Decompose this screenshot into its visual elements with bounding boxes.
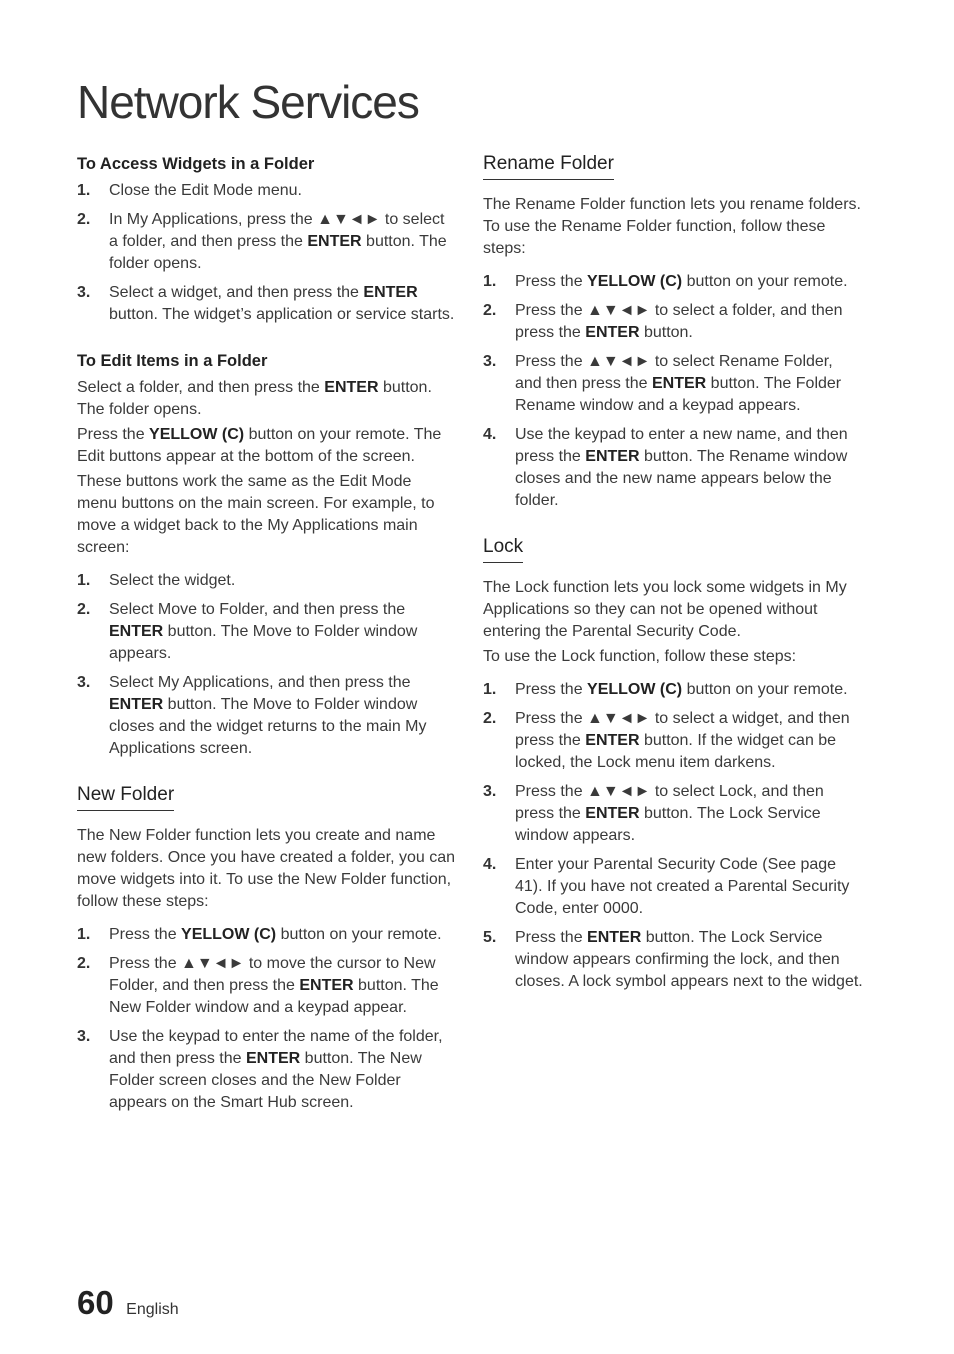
text-run: button on your remote. The Edit buttons appear at the bottom of the screen. (77, 426, 442, 465)
paragraphs (483, 194, 863, 260)
text-run: button. The Folder Rename window and a keypad appears. (515, 375, 842, 414)
step-item (77, 1026, 455, 1114)
step-number: 3. (77, 284, 91, 301)
step-item (483, 708, 863, 774)
button-name: ENTER (307, 233, 362, 250)
paragraph (77, 424, 455, 468)
section-heading: New Folder (77, 784, 174, 811)
step-item (77, 924, 455, 946)
step-item (483, 679, 863, 701)
button-name: ENTER (587, 929, 642, 946)
text-run: Press the (77, 426, 150, 443)
button-name: ENTER (109, 696, 164, 713)
step-number: 3. (77, 674, 91, 691)
step-item (77, 209, 455, 275)
text-run: Select My Applications, and then press the (109, 674, 411, 691)
section-heading: Rename Folder (483, 153, 614, 180)
step-number: 4. (483, 856, 497, 873)
text-run: Use the keypad to enter the name of the folder, and then press the (109, 1028, 443, 1067)
text-run: To use the Lock function, follow these steps: (483, 648, 797, 665)
paragraph (483, 577, 863, 643)
text-run: Close the Edit Mode menu. (109, 182, 302, 199)
text-run: button on your remote. (276, 926, 442, 943)
text-run: button. The folder opens. (109, 233, 447, 272)
step-item (483, 927, 863, 993)
page-footer (77, 1284, 179, 1322)
page-title: Network Services (77, 76, 419, 128)
text-run: The Lock function lets you lock some widgets in My Applications so they can not be opened without entering the Parental Security Code. (483, 579, 847, 640)
text-run: These buttons work the same as the Edit Mode menu buttons on the main screen. For example, to move a widget back to the My Applications main screen: (77, 473, 435, 556)
step-item (77, 180, 455, 202)
text-run: button. The widget’s application or service starts. (109, 306, 455, 323)
section-heading: To Access Widgets in a Folder (77, 155, 315, 173)
step-item (483, 300, 863, 344)
step-item (483, 351, 863, 417)
step-item (483, 424, 863, 512)
step-item (77, 599, 455, 665)
step-number: 3. (483, 783, 497, 800)
step-item (483, 854, 863, 920)
step-number: 1. (77, 926, 91, 943)
text-run: Press the (109, 926, 182, 943)
step-number: 5. (483, 929, 497, 946)
text-run: Press the (515, 273, 588, 290)
text-run: Press the ▲▼◄► to select a folder, and then press the (515, 302, 843, 341)
steps-list (77, 570, 455, 760)
text-run: button on your remote. (682, 681, 848, 698)
text-run: Press the ▲▼◄► to move the cursor to New Folder, and then press the (109, 955, 436, 994)
button-name: YELLOW (C) (181, 926, 277, 943)
text-run: button. The Move to Folder window closes and the widget returns to the main My Applications screen. (109, 696, 427, 757)
step-number: 2. (77, 601, 91, 618)
steps-list (77, 924, 455, 1114)
paragraphs (77, 825, 455, 913)
section-rename-folder (483, 153, 863, 512)
section-edit-items (77, 350, 455, 760)
button-name: ENTER (585, 805, 640, 822)
button-name: ENTER (324, 379, 379, 396)
section-heading: Lock (483, 536, 523, 563)
text-run: Select Move to Folder, and then press the (109, 601, 406, 618)
text-run: Enter your Parental Security Code (See page 41). If you have not created a Parental Security Code, enter 0000. (515, 856, 850, 917)
step-number: 2. (77, 955, 91, 972)
text-run: button. (639, 324, 693, 341)
left-column (77, 153, 455, 1122)
section-new-folder (77, 784, 455, 1114)
step-number: 1. (483, 273, 497, 290)
text-run: Press the (515, 681, 588, 698)
text-run: button. The folder opens. (77, 379, 432, 418)
section-access-widgets (77, 153, 455, 326)
step-number: 1. (483, 681, 497, 698)
text-run: button. The Lock Service window appears. (515, 805, 821, 844)
button-name: ENTER (245, 1050, 301, 1067)
step-item (483, 781, 863, 847)
text-run: The Rename Folder function lets you rename folders. To use the Rename Folder function, follow these steps: (483, 196, 861, 257)
step-number: 4. (483, 426, 497, 443)
text-run: Select the widget. (109, 572, 236, 589)
text-run: Select a folder, and then press the (77, 379, 325, 396)
paragraph (77, 377, 455, 421)
step-number: 3. (77, 1028, 91, 1045)
section-heading: To Edit Items in a Folder (77, 352, 268, 370)
button-name: YELLOW (C) (149, 426, 245, 443)
text-run: Press the ▲▼◄► to select a widget, and then press the (515, 710, 850, 749)
text-run: The New Folder function lets you create and name new folders. Once you have created a folder, you can move widgets into it. To use the New Folder function, follow these steps: (77, 827, 456, 910)
paragraphs (77, 377, 455, 559)
button-name: YELLOW (C) (587, 681, 683, 698)
text-run: Press the ▲▼◄► to select Rename Folder, and then press the (515, 353, 833, 392)
step-number: 1. (77, 572, 91, 589)
language-label: English (126, 1301, 179, 1318)
button-name: ENTER (363, 284, 418, 301)
step-number: 2. (483, 302, 497, 319)
steps-list (483, 679, 863, 993)
button-name: ENTER (585, 732, 640, 749)
text-run: button on your remote. (682, 273, 848, 290)
text-run: button. The New Folder screen closes and the New Folder appears on the Smart Hub screen. (109, 1050, 422, 1111)
text-run: button. The New Folder window and a keypad appear. (109, 977, 439, 1016)
steps-list (77, 180, 455, 326)
paragraph (77, 825, 455, 913)
text-run: Press the ▲▼◄► to select Lock, and then press the (515, 783, 824, 822)
step-number: 3. (483, 353, 497, 370)
step-number: 1. (77, 182, 91, 199)
text-run: button. If the widget can be locked, the Lock menu item darkens. (515, 732, 837, 771)
text-run: button. The Move to Folder window appears. (109, 623, 418, 662)
text-run: button. The Rename window closes and the new name appears below the folder. (515, 448, 848, 509)
button-name: YELLOW (C) (587, 273, 683, 290)
text-run: Use the keypad to enter a new name, and then press the (515, 426, 848, 465)
step-item (77, 570, 455, 592)
button-name: ENTER (585, 448, 640, 465)
steps-list (483, 271, 863, 512)
button-name: ENTER (299, 977, 354, 994)
text-run: Press the (515, 929, 588, 946)
text-run: In My Applications, press the ▲▼◄► to select a folder, and then press the (109, 211, 445, 250)
paragraphs (483, 577, 863, 668)
page-number: 60 (77, 1284, 114, 1321)
step-item (77, 282, 455, 326)
paragraph (483, 194, 863, 260)
section-lock (483, 536, 863, 993)
text-run: button. The Lock Service window appears confirming the lock, and then closes. A lock symbol appears next to the widget. (515, 929, 863, 990)
step-number: 2. (77, 211, 91, 228)
step-number: 2. (483, 710, 497, 727)
step-item (77, 672, 455, 760)
text-run: Select a widget, and then press the (109, 284, 364, 301)
button-name: ENTER (109, 623, 164, 640)
button-name: ENTER (651, 375, 707, 392)
paragraph (483, 646, 863, 668)
step-item (77, 953, 455, 1019)
right-column (483, 153, 863, 1001)
paragraph (77, 471, 455, 559)
button-name: ENTER (585, 324, 640, 341)
step-item (483, 271, 863, 293)
